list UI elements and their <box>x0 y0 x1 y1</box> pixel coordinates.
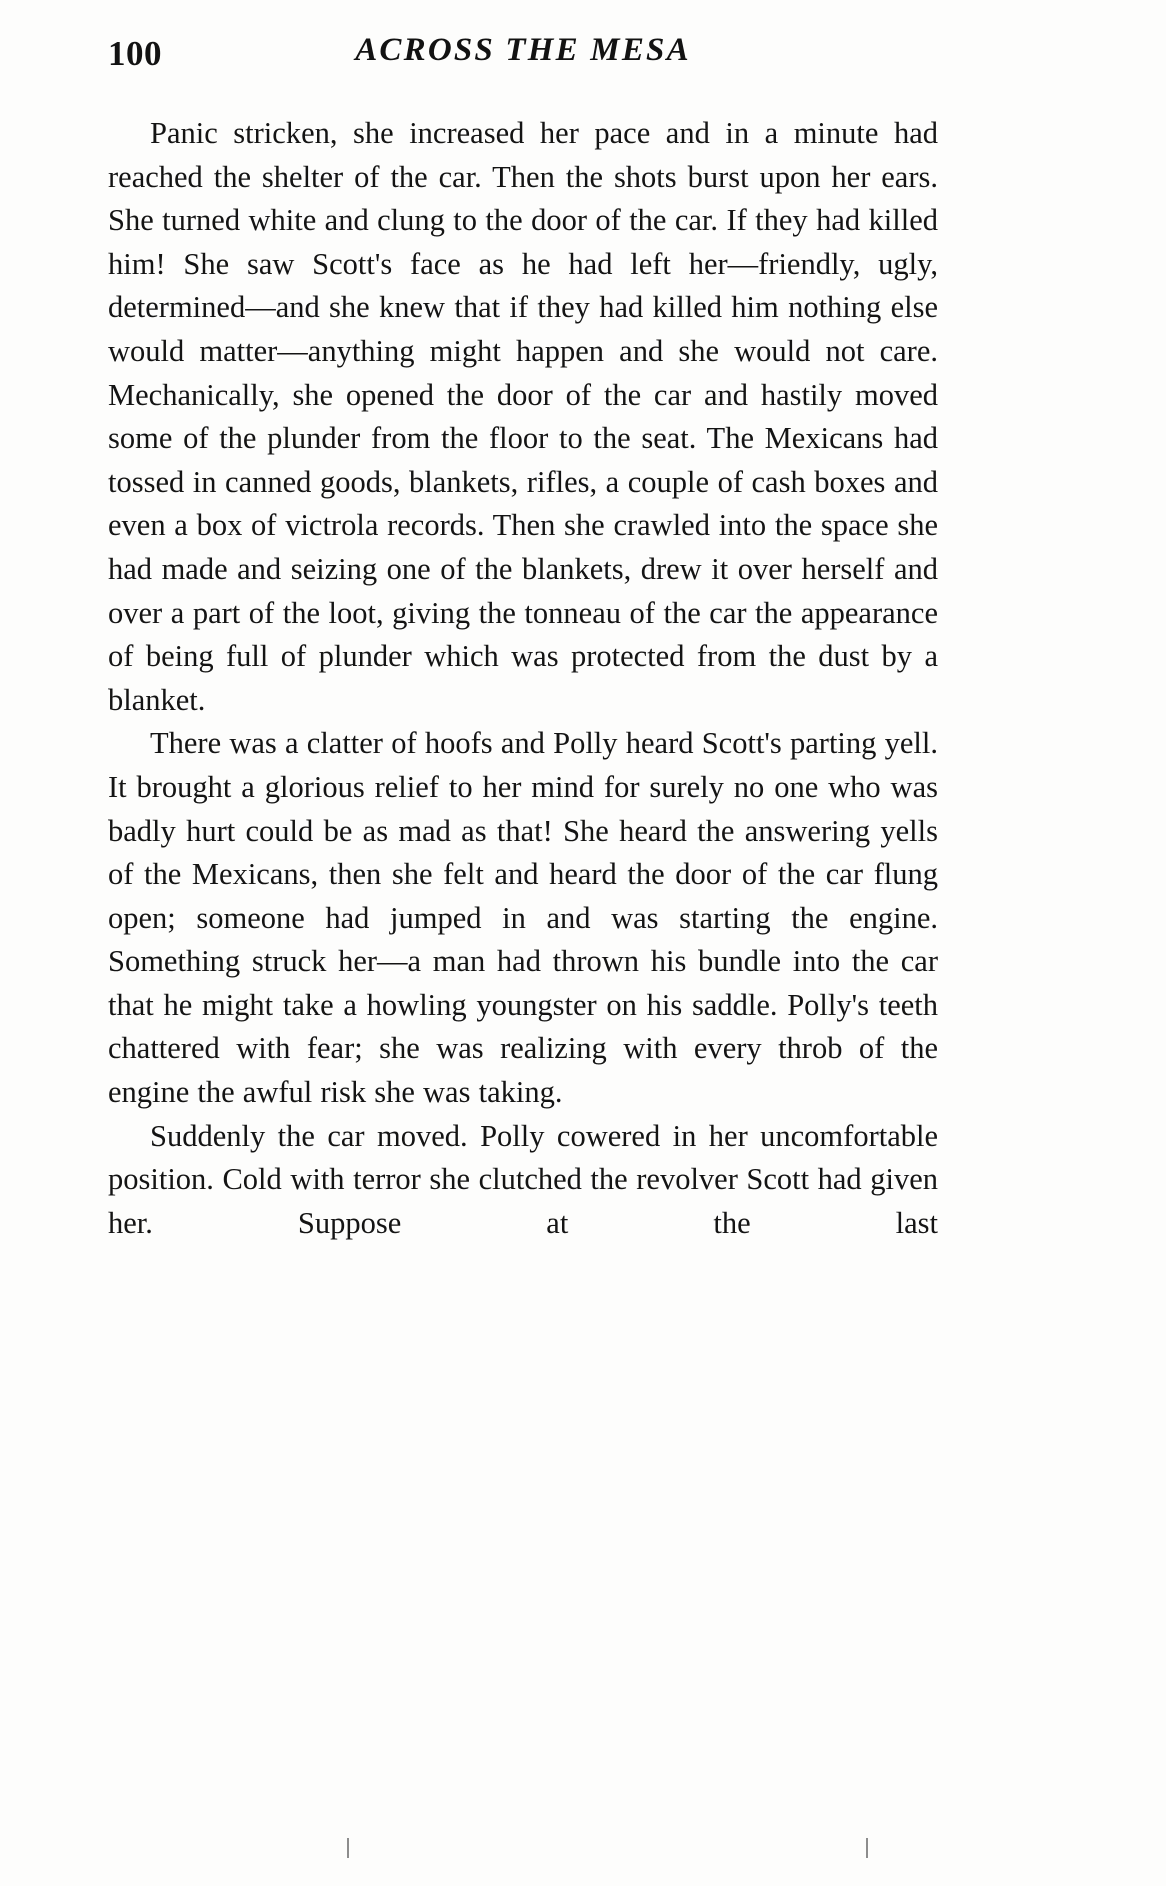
paragraph: Panic stricken, she increased her pace and in a minute had reached the shelter of the car. Then the shots burst upon her ears. She turned white and clung to the door of the car. If they had killed him! She saw Scott's face as he had left her—friendly, ugly, determined—and she knew that if they had killed him nothing else would matter—anything might happen and she would not care. Mechanically, she opened the door of the car and hastily moved some of the plunder from the floor to the seat. The Mexicans had tossed in canned goods, blankets, rifles, a couple of cash boxes and even a box of victrola records. Then she crawled into the space she had made and seizing one of the blankets, drew it over herself and over a part of the loot, giving the tonneau of the car the appearance of being full of plunder which was protected from the dust by a blanket. <box>108 116 938 717</box>
page-header <box>108 28 938 80</box>
page-mark-left <box>347 1838 349 1858</box>
running-head: ACROSS THE MESA <box>355 32 691 68</box>
page-number: 100 <box>108 34 162 73</box>
body-text <box>108 112 938 1289</box>
paragraph: There was a clatter of hoofs and Polly heard Scott's parting yell. It brought a glorious relief to her mind for surely no one who was badly hurt could be as mad as that! She heard the answering yells of the Mexicans, then she felt and heard the door of the car flung open; someone had jumped in and was starting the engine. Something struck her—a man had thrown his bundle into the car that he might take a howling youngster on his saddle. Polly's teeth chattered with fear; she was realizing with every throb of the engine the awful risk she was taking. <box>108 726 938 1110</box>
page-mark-right <box>866 1838 868 1858</box>
paragraph: Suddenly the car moved. Polly cowered in her uncomfortable position. Cold with terror she clutched the revolver Scott had given her. Suppose at the last <box>108 1118 938 1240</box>
